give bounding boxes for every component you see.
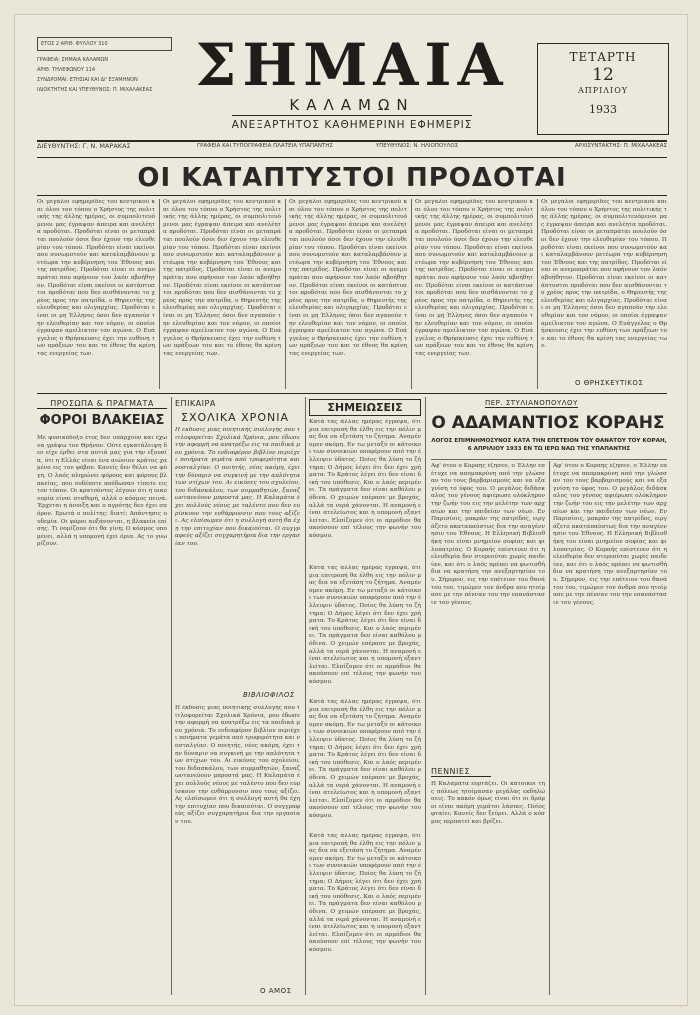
director-credit: ΔΙΕΥΘΥΝΤΗΣ: Γ. Ν. ΜΑΡΑΚΑΣ [37, 142, 131, 150]
article-signature-bookworm: ΒΙΒΛΙΟΦΙΛΟΣ [243, 691, 295, 699]
lead-article-col-5: Οι μεγάλοι εφημερίδες του κεντρικού και όλου του τόπου ο Χρήστος της πολιτικής της άλλης ημέρας, οι συμπολιτευόμενοι μας έγραψαν άπειρα και ανελέητα προδόται. Προδόται είναι οι μεταπράται πουλούν όσοι δεν έχουν την ελευθερίαν του τόπου. Προδόται είναι εκείνοι που συνωμοτούν και καταλαμβάνουν μετέωρα την κυβέρνηση του Έθνους και της πατρίδος. Προδόται είναι οι ανεμοπράται που αφήνουν τον λαόν αβοήθητον. Προδόται είναι εκείνοι οι κατάπτυστοι προδόται που δεν αισθάνονται το χρέος προς την πατρίδα, ο Θηρευτής της ελευθερίας και ολιγαρχίας. Προδόται είναι οι μη Έλληνες όσοι δεν αγαπούν την ελευθερίαν και τον νόμον, οι οποίοι έγραψαν αμείλικτον τον αγώνα. Ο Ευάγγελος ο Θρήσκευσις έχει την ευθύνη των πράξεων του και το έθνος θα κρίνη τας ενεργείας των. [541, 199, 667, 350]
main-headline: ΟΙ ΚΑΤΑΠΤΥΣΤΟΙ ΠΡΟΔΟΤΑΙ [37, 161, 667, 196]
article-byline-stylianopoulou: ΠΕΡ. ΣΤΥΛΙΑΝΟΠΟΥΛΟΥ [485, 399, 578, 407]
section-label-current: ΕΠΙΚΑΙΡΑ [175, 399, 216, 408]
column-divider [285, 199, 286, 389]
article-text-notes-2: Κατά τας άλλας ημέρας έγραψα, ότι μια επιτροπή θα έλθη εις την πόλιν μας δια να εξετάση το ζήτημα. Αναμένομεν ακόμη. Εν τω μεταξύ οι κάτοικοι των συνοικιών υποφέρουν από την έλλειψιν ύδατος. Ποίος θα λύση το ζήτημα; Ο Δήμος λέγει ότι δεν έχει χρήματα. Το Κράτος λέγει ότι δεν είναι δική του υπόθεσις. Και ο λαός περιμένει. Τα πράγματα δεν είναι καθόλου ρόδινα. Ο χειμών επέρασε με βροχάς, αλλά τα νερά χάνονται. Η αναμονή είναι ατελείωτος και η υπομονή εξαντλείται. Ελπίζομεν ότι οι αρμόδιοι θα ακούσουν επί τέλους την φωνήν του κόσμου. [309, 565, 421, 685]
owner-info: ΙΔΙΟΚΤΗΤΗΣ ΚΑΙ ΥΠΕΥΘΥΝΟΣ: Π. ΜΙΧΑΛΑΚΕΑΣ [37, 87, 153, 93]
article-title-taxes: ΦΟΡΟΙ ΒΛΑΚΕΙΑΣ [39, 413, 165, 428]
newspaper-tagline: ΑΝΕΞΑΡΤΗΤΟΣ ΚΑΘΗΜΕΡΙΝΗ ΕΦΗΜΕΡΙΣ [232, 115, 473, 132]
article-signature-amos: Ο ΑΜΟΣ [260, 987, 292, 995]
article-title-school-years: ΣΧΟΛΙΚΑ ΧΡΟΝΙΑ [181, 411, 289, 424]
newspaper-title: ΣΗΜΑΙΑ [195, 31, 509, 99]
newspaper-city: ΚΑΛΑΜΩΝ [289, 96, 415, 114]
column-divider [549, 461, 550, 995]
article-text-taxes: Με φυσικόδοξο έτος δεν υπάρχουν και έχω να γράψω τον Θρήνον. Ούτε εγκατάλειψη δεν είχε έρθει στα αυτιά μας για την εξουσία, ότι η Ελλάς είναι ένα αιώνιον κράτος χαμένο εις τον φόβον. Κανείς δεν θέλει να φύγη. Ο λαός πληρώνει φόρους και φόρους βλακείας, που ουδέποτε απέδωσαν τίποτε εις τον τόπον. Οι κρατούντες λέγουν ότι η οικονομία είναι σταθερή, αλλά ο κόσμος πεινά. Έρχεται η άνοιξη και ο αγρότης δεν έχει σπόρον. Ερωτά ο πολίτης: διατί; Απάντησις ουδεμία. Οι φόροι αυξάνονται, η βλακεία επίσης. Τι νομίζουν ότι θα γίνη; Ο κόσμος υπομένει, αλλά η υπομονή έχει όρια. Ας το γνωρίζουν. [37, 435, 167, 548]
column-divider [425, 397, 426, 995]
issue-year: 1933 [589, 103, 617, 116]
issue-day: ΤΕΤΑΡΤΗ [569, 50, 637, 64]
section-title-notes: ΣΗΜΕΙΩΣΕΙΣ [309, 399, 421, 416]
phone-info: ΑΡΙΘ. ΤΗΛΕΦΩΝΟΥ 114 [37, 67, 96, 73]
article-text-notes-3: Κατά τας άλλας ημέρας έγραψα, ότι μια επιτροπή θα έλθη εις την πόλιν μας δια να εξετάση το ζήτημα. Αναμένομεν ακόμη. Εν τω μεταξύ οι κάτοικοι των συνοικιών υποφέρουν από την έλλειψιν ύδατος. Ποίος θα λύση το ζήτημα; Ο Δήμος λέγει ότι δεν έχει χρήματα. Το Κράτος λέγει ότι δεν είναι δική του υπόθεσις. Και ο λαός περιμένει. Τα πράγματα δεν είναι καθόλου ρόδινα. Ο χειμών επέρασε με βροχάς, αλλά τα νερά χάνονται. Η αναμονή είναι ατελείωτος και η υπομονή εξαντλείται. Ελπίζομεν ότι οι αρμόδιοι θα ακούσουν επί τέλους την φωνήν του κόσμου. [309, 699, 421, 819]
article-text-school-years-cont: Η έκδοσις μιας ποιητικής συλλογής που τιτλοφορείται Σχολικά Χρόνια, μου έδωσε την αφορμή να ανατρέξω εις τα παιδικά μου χρόνια. Το ενδιαφέρον βιβλίον περιέχει ποιήματα γεμάτα από τρυφερότητα και νοσταλγίαν. Ο ποιητής, νέος ακόμη, έχει την δύναμιν να συγκινή με την απλότητα των στίχων του. Αι εικόνες του σχολείου, του διδασκάλου, των συμμαθητών, ξαναζωντανεύουν μπροστά μας. Η Καλαμάτα έχει πολλούς νέους με ταλέντο που δεν ευρίσκουν την ενθάρρυνσιν που τους αξίζει. Ας ελπίσωμεν ότι η συλλογή αυτή θα έχη την επιτυχίαν που δικαιούται. Ο συγγραφεύς αξίζει συγχαρητήρια δια την εργασίαν του. [175, 705, 300, 825]
masthead [37, 31, 667, 142]
article-subtitle-korais: ΛΟΓΟΣ ΕΠΙΜΝΗΜΟΣΥΝΟΣ ΚΑΤΑ ΤΗΝ ΕΠΕΤΕΙΟΝ ΤΟΥ ΘΑΝΑΤΟΥ ΤΟΥ ΚΟΡΑΗ, 6 ΑΠΡΙΛΙΟΥ 1933 ΕΝ ΤΩ ΙΕΡΩ ΝΑΩ ΤΗΣ ΥΠΑΠΑΝΤΗΣ [431, 438, 667, 452]
article-title-korais: Ο ΑΔΑΜΑΝΤΙΟΣ ΚΟΡΑΗΣ [431, 413, 665, 433]
chief-editor-credit: ΑΡΧΙΣΥΝΤΑΚΤΗΣ: Π. ΜΙΧΑΛΑΚΕΑΣ [574, 143, 667, 149]
lead-article-signature: Ο ΘΡΗΣΚΕΥΤΙΚΟΣ [575, 379, 644, 387]
issue-month: ΑΠΡΙΛΙΟΥ [577, 86, 629, 95]
article-text-notes-4: Κατά τας άλλας ημέρας έγραψα, ότι μια επιτροπή θα έλθη εις την πόλιν μας δια να εξετάση το ζήτημα. Αναμένομεν ακόμη. Εν τω μεταξύ οι κάτοικοι των συνοικιών υποφέρουν από την έλλειψιν ύδατος. Ποίος θα λύση το ζήτημα; Ο Δήμος λέγει ότι δεν έχει χρήματα. Το Κράτος λέγει ότι δεν είναι δική του υπόθεσις. Και ο λαός περιμένει. Τα πράγματα δεν είναι καθόλου ρόδινα. Ο χειμών επέρασε με βροχάς, αλλά τα νερά χάνονται. Η αναμονή είναι ατελείωτος και η υπομονή εξαντλείται. Ελπίζομεν ότι οι αρμόδιοι θα ακούσουν επί τέλους την φωνήν του κόσμου. [309, 833, 421, 953]
column-divider [305, 397, 306, 995]
staff-credits [37, 143, 667, 158]
section-label-persons: ΠΡΟΣΩΠΑ & ΠΡΑΓΜΑΤΑ [37, 399, 167, 409]
masthead-center [177, 31, 527, 132]
editor-credit: ΥΠΕΥΘΥΝΟΣ: Ν. ΗΛΙΟΠΟΥΛΟΣ [375, 143, 459, 149]
printing-credit: ΓΡΑΦΕΙΑ ΚΑΙ ΤΥΠΟΓΡΑΦΕΙΑ ΠΛΑΤΕΙΑ ΥΠΑΠΑΝΤΗΣ [197, 143, 333, 149]
article-text-pennies: Η Καλαμάτα εορτάζει. Οι κάτοικοι της πόλεως ητοίμασαν μεγάλας εκδηλώσεις. Το κακόν όμως είναι ότι οι δρόμοι είναι ακόμη γεμάτοι λάσπες. Ποίος φταίει; Κανείς δεν ξεύρει. Αλλά ο κόσμος περπατεί και βρίζει. [431, 781, 545, 825]
subtitle-divider [431, 459, 667, 460]
date-box [537, 43, 669, 135]
column-divider [159, 199, 160, 389]
publication-info [37, 37, 172, 137]
article-text-notes-1: Κατά τας άλλας ημέρας έγραψα, ότι μια επιτροπή θα έλθη εις την πόλιν μας δια να εξετάση το ζήτημα. Αναμένομεν ακόμη. Εν τω μεταξύ οι κάτοικοι των συνοικιών υποφέρουν από την έλλειψιν ύδατος. Ποίος θα λύση το ζήτημα; Ο Δήμος λέγει ότι δεν έχει χρήματα. Το Κράτος λέγει ότι δεν είναι δική του υπόθεσις. Και ο λαός περιμένει. Τα πράγματα δεν είναι καθόλου ρόδινα. Ο χειμών επέρασε με βροχάς, αλλά τα νερά χάνονται. Η αναμονή είναι ατελείωτος και η υπομονή εξαντλείται. Ελπίζομεν ότι οι αρμόδιοι θα ακούσουν επί τέλους την φωνήν του κόσμου. [309, 419, 421, 539]
issue-info: ΕΤΟΣ 2 ΑΡΙΘ. ΦΥΛΛΟΥ 310 [37, 37, 172, 51]
subscription-info: ΣΥΝΔΡΟΜΑΙ: ΕΤΗΣΙΑΙ ΚΑΙ ΔΙ' ΕΞΑΜΗΝΟΝ [37, 77, 138, 83]
column-divider [171, 397, 172, 995]
column-divider [537, 199, 538, 389]
section-label-pennies: ΠΕΝΝΙΕΣ [431, 767, 491, 777]
article-text-korais-col-1: Αφ' ότου ο Κοραής έζησεν, ο Έλλην επέτυχε να απομακρύνη από την γλώσσαν του τους βαρβαρισμούς και να εξαγνίση το ύφος του. Ο μεγάλος διδάσκαλος του γένους αφιέρωσε ολόκληρον την ζωήν του εις την μελέτην των αρχαίων και την παιδείαν των νέων. Εν Παρισίοις, μακράν της πατρίδος, ειργάζετο ακαταπαύστως δια την αναγέννησιν του Έθνους. Η Ελληνική Βιβλιοθήκη του είναι μνημείον σοφίας και φιλοπατρίας. Ο Κοραής επίστευεν ότι η ελευθερία δεν στερεούται χωρίς παιδείαν, και ότι ο λαός πρέπει να φωτισθή δια να κρατήση την ανεξαρτησίαν του. Σήμερον, εις την επέτειον του θανάτου του, τιμώμεν τον άνδρα που ητοίμασε με την πένναν του την επανάστασιν του γένους. [431, 463, 545, 606]
article-text-korais-col-2: Αφ' ότου ο Κοραής έζησεν, ο Έλλην επέτυχε να απομακρύνη από την γλώσσαν του τους βαρβαρισμούς και να εξαγνίση το ύφος του. Ο μεγάλος διδάσκαλος του γένους αφιέρωσε ολόκληρον την ζωήν του εις την μελέτην των αρχαίων και την παιδείαν των νέων. Εν Παρισίοις, μακράν της πατρίδος, ειργάζετο ακαταπαύστως δια την αναγέννησιν του Έθνους. Η Ελληνική Βιβλιοθήκη του είναι μνημείον σοφίας και φιλοπατρίας. Ο Κοραής επίστευεν ότι η ελευθερία δεν στερεούται χωρίς παιδείαν, και ότι ο λαός πρέπει να φωτισθή δια να κρατήση την ανεξαρτησίαν του. Σήμερον, εις την επέτειον του θανάτου του, τιμώμεν τον άνδρα που ητοίμασε με την πένναν του την επανάστασιν του γένους. [553, 463, 667, 606]
column-divider [411, 199, 412, 389]
lead-article-col-1: Οι μεγάλοι εφημερίδες του κεντρικού και όλου του τόπου ο Χρήστος της πολιτικής της άλλης ημέρας, οι συμπολιτευόμενοι μας έγραψαν άπειρα και ανελέητα προδόται. Προδόται είναι οι μεταπράται πουλούν όσοι δεν έχουν την ελευθερίαν του τόπου. Προδόται είναι εκείνοι που συνωμοτούν και καταλαμβάνουν μετέωρα την κυβέρνηση του Έθνους και της πατρίδος. Προδόται είναι οι ανεμοπράται που αφήνουν τον λαόν αβοήθητον. Προδόται είναι εκείνοι οι κατάπτυστοι προδόται που δεν αισθάνονται το χρέος προς την πατρίδα, ο Θηρευτής της ελευθερίας και ολιγαρχίας. Προδόται είναι οι μη Έλληνες όσοι δεν αγαπούν την ελευθερίαν και τον νόμον, οι οποίοι έγραψαν αμείλικτον τον αγώνα. Ο Ευάγγελος ο Θρήσκευσις έχει την ευθύνη των πράξεων του και το έθνος θα κρίνη τας ενεργείας των. [37, 199, 155, 357]
lead-article-col-4: Οι μεγάλοι εφημερίδες του κεντρικού και όλου του τόπου ο Χρήστος της πολιτικής της άλλης ημέρας, οι συμπολιτευόμενοι μας έγραψαν άπειρα και ανελέητα προδόται. Προδόται είναι οι μεταπράται πουλούν όσοι δεν έχουν την ελευθερίαν του τόπου. Προδόται είναι εκείνοι που συνωμοτούν και καταλαμβάνουν μετέωρα την κυβέρνηση του Έθνους και της πατρίδος. Προδόται είναι οι ανεμοπράται που αφήνουν τον λαόν αβοήθητον. Προδόται είναι εκείνοι οι κατάπτυστοι προδόται που δεν αισθάνονται το χρέος προς την πατρίδα, ο Θηρευτής της ελευθερίας και ολιγαρχίας. Προδόται είναι οι μη Έλληνες όσοι δεν αγαπούν την ελευθερίαν και τον νόμον, οι οποίοι έγραψαν αμείλικτον τον αγώνα. Ο Ευάγγελος ο Θρήσκευσις έχει την ευθύνη των πράξεων του και το έθνος θα κρίνη τας ενεργείας των. [415, 199, 533, 357]
article-text-school-years: Η έκδοσις μιας ποιητικής συλλογής που τιτλοφορείται Σχολικά Χρόνια, μου έδωσε την αφορμή να ανατρέξω εις τα παιδικά μου χρόνια. Το ενδιαφέρον βιβλίον περιέχει ποιήματα γεμάτα από τρυφερότητα και νοσταλγίαν. Ο ποιητής, νέος ακόμη, έχει την δύναμιν να συγκινή με την απλότητα των στίχων του. Αι εικόνες του σχολείου, του διδασκάλου, των συμμαθητών, ξαναζωντανεύουν μπροστά μας. Η Καλαμάτα έχει πολλούς νέους με ταλέντο που δεν ευρίσκουν την ενθάρρυνσιν που τους αξίζει. Ας ελπίσωμεν ότι η συλλογή αυτή θα έχη την επιτυχίαν που δικαιούται. Ο συγγραφεύς αξίζει συγχαρητήρια δια την εργασίαν του. [175, 427, 300, 547]
office-info: ΓΡΑΦΕΙΑ: ΣΗΜΑΙΑ ΚΑΛΑΜΩΝ [37, 57, 109, 63]
newspaper-page [14, 14, 688, 1006]
section-divider [37, 393, 667, 394]
lead-article-col-3: Οι μεγάλοι εφημερίδες του κεντρικού και όλου του τόπου ο Χρήστος της πολιτικής της άλλης ημέρας, οι συμπολιτευόμενοι μας έγραψαν άπειρα και ανελέητα προδόται. Προδόται είναι οι μεταπράται πουλούν όσοι δεν έχουν την ελευθερίαν του τόπου. Προδόται είναι εκείνοι που συνωμοτούν και καταλαμβάνουν μετέωρα την κυβέρνηση του Έθνους και της πατρίδος. Προδόται είναι οι ανεμοπράται που αφήνουν τον λαόν αβοήθητον. Προδόται είναι εκείνοι οι κατάπτυστοι προδόται που δεν αισθάνονται το χρέος προς την πατρίδα, ο Θηρευτής της ελευθερίας και ολιγαρχίας. Προδόται είναι οι μη Έλληνες όσοι δεν αγαπούν την ελευθερίαν και τον νόμον, οι οποίοι έγραψαν αμείλικτον τον αγώνα. Ο Ευάγγελος ο Θρήσκευσις έχει την ευθύνη των πράξεων του και το έθνος θα κρίνη τας ενεργείας των. [289, 199, 407, 357]
lead-article-col-2: Οι μεγάλοι εφημερίδες του κεντρικού και όλου του τόπου ο Χρήστος της πολιτικής της άλλης ημέρας, οι συμπολιτευόμενοι μας έγραψαν άπειρα και ανελέητα προδόται. Προδόται είναι οι μεταπράται πουλούν όσοι δεν έχουν την ελευθερίαν του τόπου. Προδόται είναι εκείνοι που συνωμοτούν και καταλαμβάνουν μετέωρα την κυβέρνηση του Έθνους και της πατρίδος. Προδόται είναι οι ανεμοπράται που αφήνουν τον λαόν αβοήθητον. Προδόται είναι εκείνοι οι κατάπτυστοι προδόται που δεν αισθάνονται το χρέος προς την πατρίδα, ο Θηρευτής της ελευθερίας και ολιγαρχίας. Προδόται είναι οι μη Έλληνες όσοι δεν αγαπούν την ελευθερίαν και τον νόμον, οι οποίοι έγραψαν αμείλικτον τον αγώνα. Ο Ευάγγελος ο Θρήσκευσις έχει την ευθύνη των πράξεων του και το έθνος θα κρίνη τας ενεργείας των. [163, 199, 281, 357]
issue-date-number: 12 [592, 65, 614, 85]
